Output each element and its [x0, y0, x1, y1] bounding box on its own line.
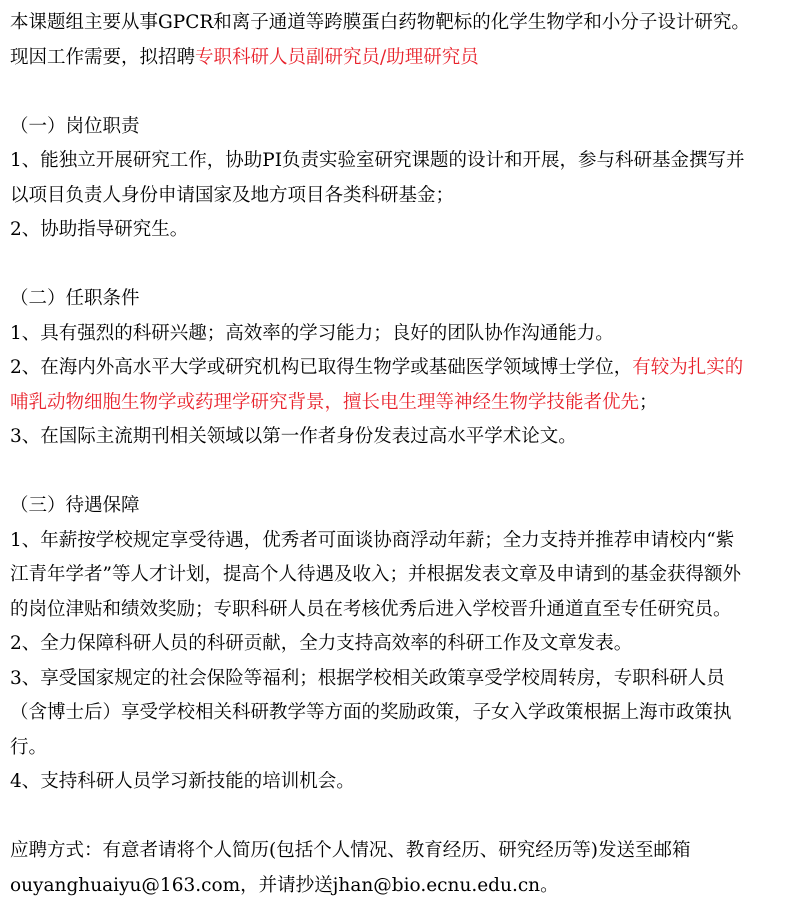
- section-2-item-1: 1、具有强烈的科研兴趣；高效率的学习能力；良好的团队协作沟通能力。: [10, 317, 786, 352]
- application-method-line-1: 应聘方式：有意者请将个人简历(包括个人情况、教育经历、研究经历等)发送至邮箱: [10, 834, 786, 869]
- section-1-item-2: 2、协助指导研究生。: [10, 213, 786, 248]
- section-2-item-2-highlight-start: 有较为扎实的: [632, 357, 743, 378]
- spacer: [10, 455, 786, 490]
- section-3-item-1-line-2: 江青年学者”等人才计划，提高个人待遇及收入；并根据发表文章及申请到的基金获得额外: [10, 558, 786, 593]
- spacer: [10, 800, 786, 835]
- section-2-item-2-line-1: [10, 351, 786, 386]
- section-3-item-1-line-3: 的岗位津贴和绩效奖励；专职科研人员在考核优秀后进入学校晋升通道直至专任研究员。: [10, 593, 786, 628]
- spacer: [10, 248, 786, 283]
- section-3-item-3-line-1: 3、享受国家规定的社会保险等福利；根据学校相关政策享受学校周转房，专职科研人员: [10, 662, 786, 697]
- section-2-title: （二）任职条件: [10, 282, 786, 317]
- section-2-item-2-end-punct: ；: [639, 392, 658, 413]
- intro-line-1: 本课题组主要从事GPCR和离子通道等跨膜蛋白药物靶标的化学生物学和小分子设计研究。: [10, 6, 786, 41]
- section-2-item-2-highlight-end: 哺乳动物细胞生物学或药理学研究背景，擅长电生理等神经生物学技能者优先: [10, 392, 639, 413]
- section-3-item-3-line-2: （含博士后）享受学校相关科研教学等方面的奖励政策，子女入学政策根据上海市政策执: [10, 696, 786, 731]
- section-2-item-3: 3、在国际主流期刊相关领域以第一作者身份发表过高水平学术论文。: [10, 420, 786, 455]
- section-3-item-1-line-1: 1、年薪按学校规定享受待遇，优秀者可面谈协商浮动年薪；全力支持并推荐申请校内“紫: [10, 524, 786, 559]
- section-2-item-2-line-2: [10, 386, 786, 421]
- position-title-highlight: 专职科研人员副研究员/助理研究员: [195, 47, 479, 68]
- section-3-title: （三）待遇保障: [10, 489, 786, 524]
- section-1-item-1-line-2: 以项目负责人身份申请国家及地方项目各类科研基金；: [10, 179, 786, 214]
- section-3-item-2: 2、全力保障科研人员的科研贡献，全力支持高效率的科研工作及文章发表。: [10, 627, 786, 662]
- section-2-item-2-text: 2、在海内外高水平大学或研究机构已取得生物学或基础医学领域博士学位，: [10, 357, 632, 378]
- spacer: [10, 75, 786, 110]
- application-email-line: ouyanghuaiyu@163.com，并请抄送jhan@bio.ecnu.edu.cn。: [10, 869, 786, 903]
- section-1-item-1-line-1: 1、能独立开展研究工作，协助PI负责实验室研究课题的设计和开展，参与科研基金撰写并: [10, 144, 786, 179]
- section-1-title: （一）岗位职责: [10, 110, 786, 145]
- intro-line-2-text: 现因工作需要，拟招聘: [10, 47, 195, 68]
- intro-line-2: [10, 41, 786, 76]
- section-3-item-3-line-3: 行。: [10, 731, 786, 766]
- section-3-item-4: 4、支持科研人员学习新技能的培训机会。: [10, 765, 786, 800]
